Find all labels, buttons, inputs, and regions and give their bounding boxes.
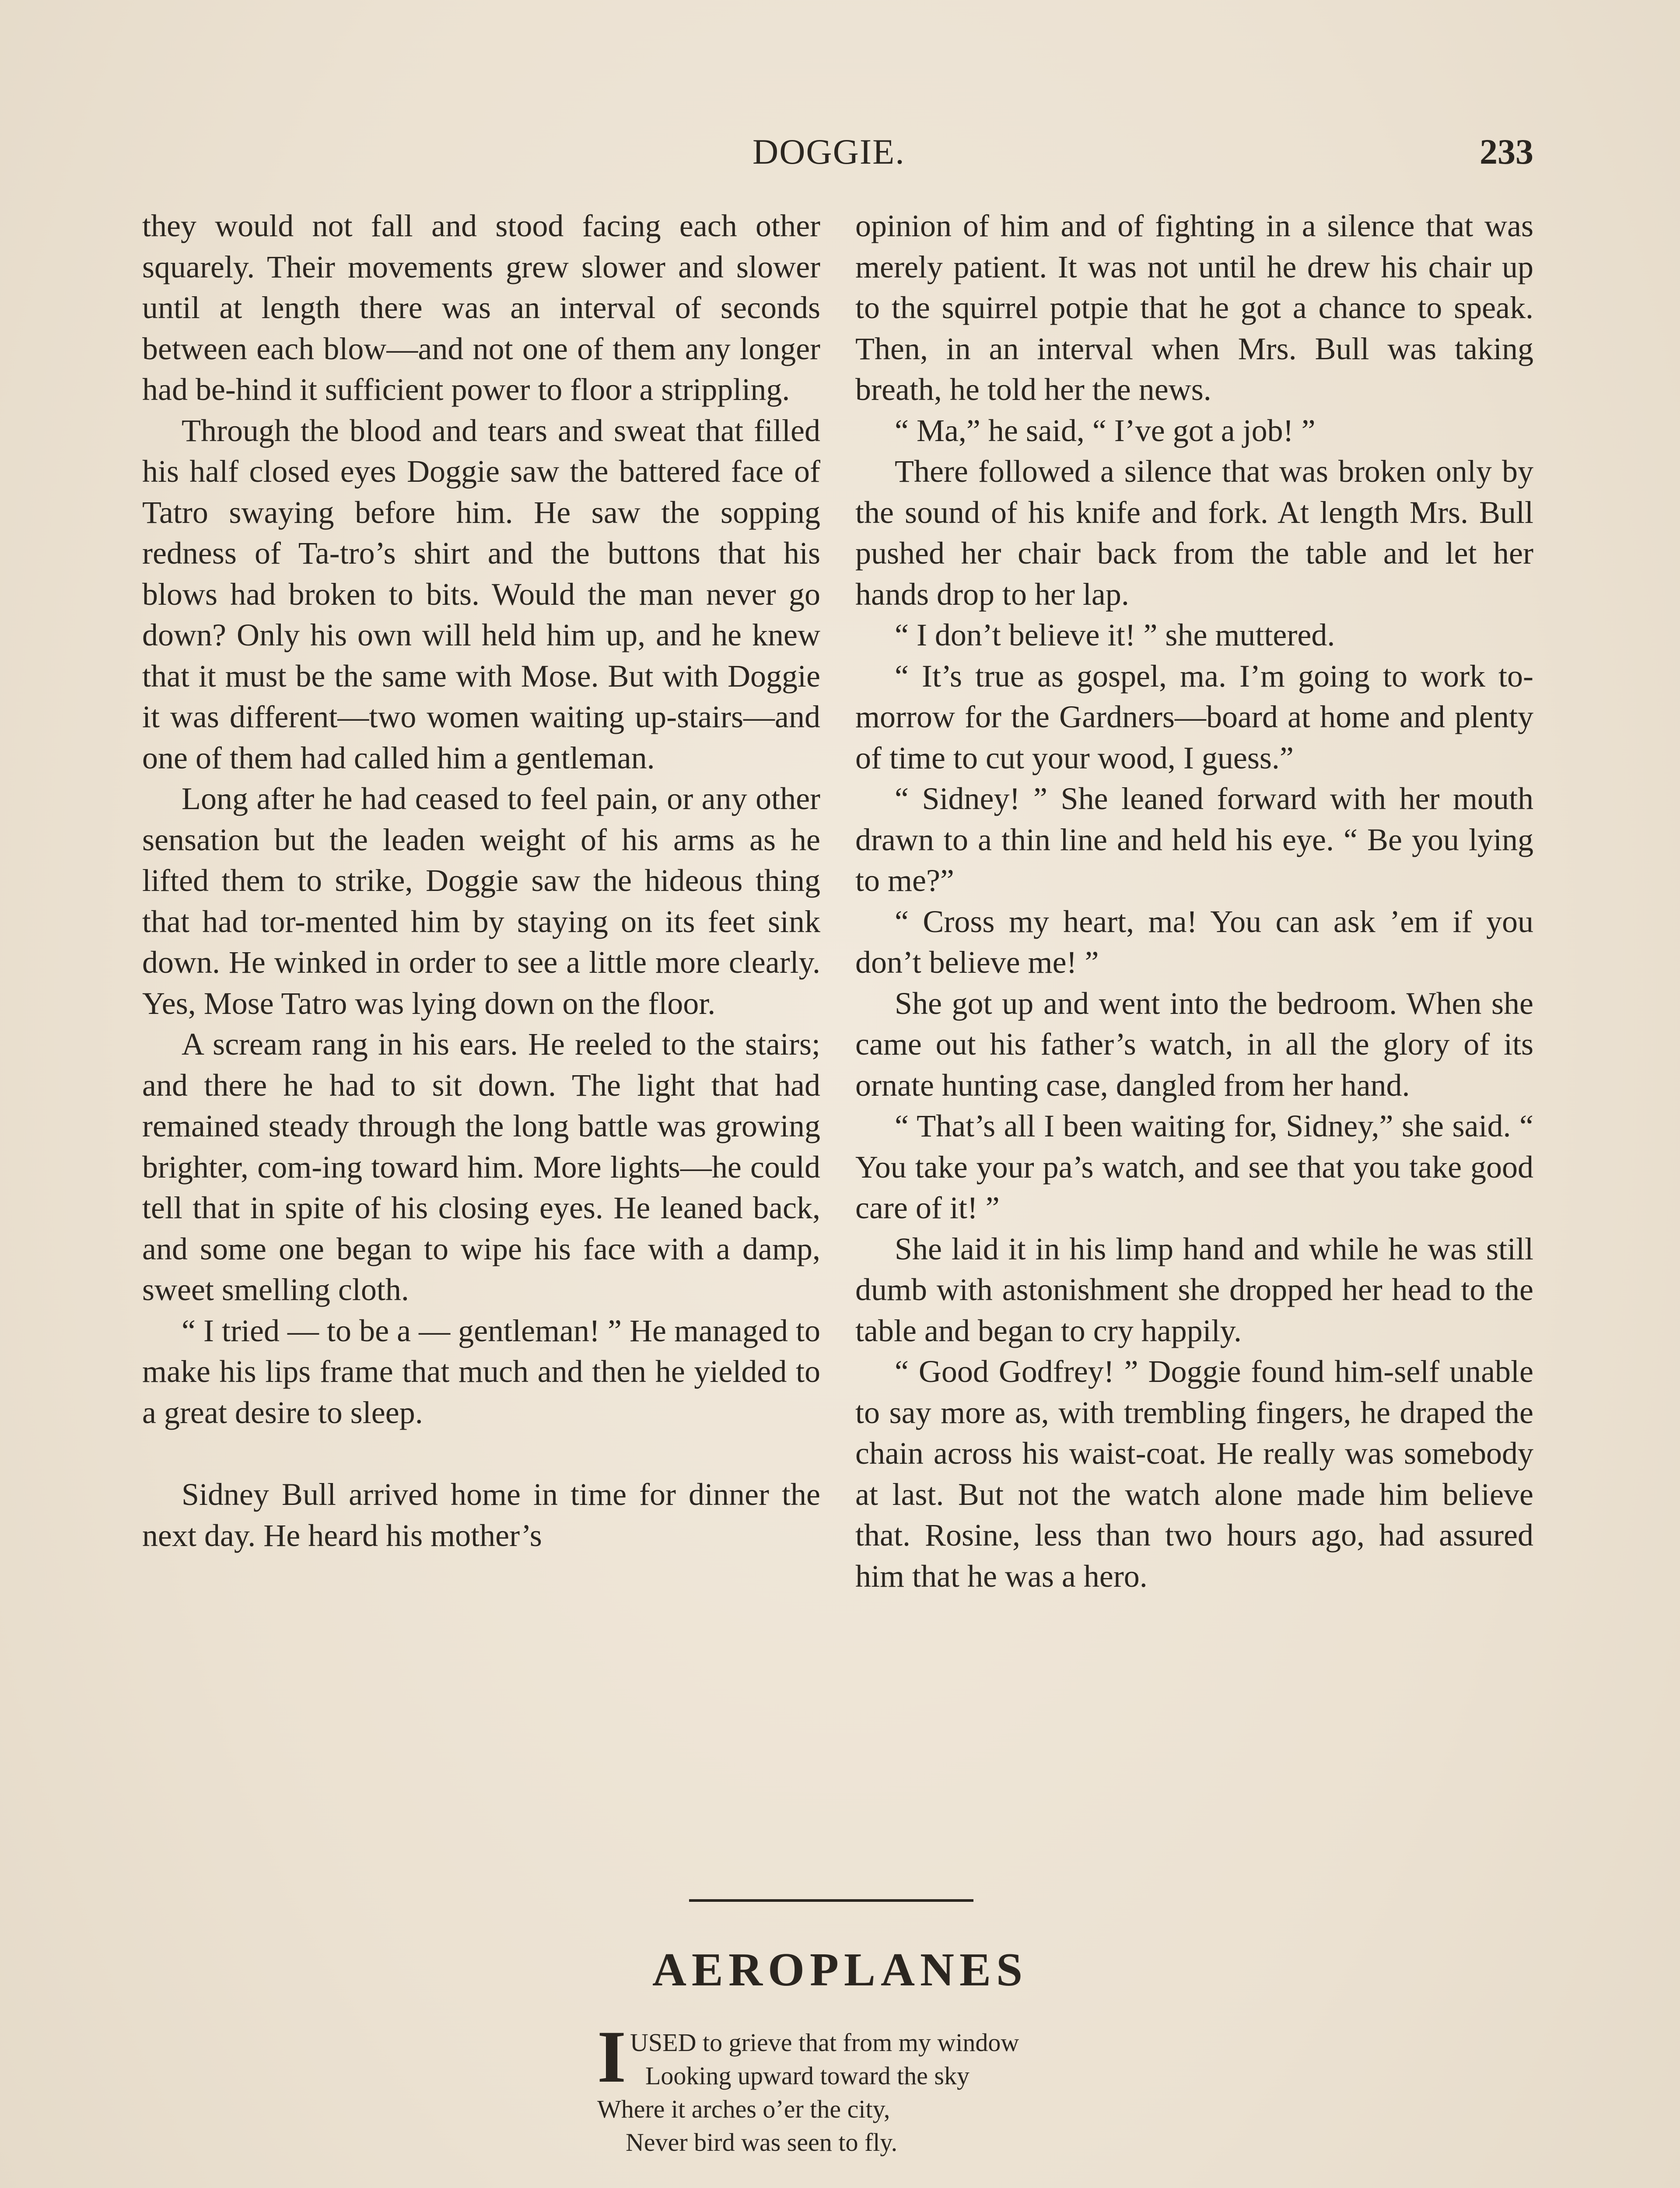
- paragraph: “ Sidney! ” She leaned forward with her mouth drawn to a thin line and held his eye. “ Be you lying to me?”: [855, 781, 1533, 898]
- paragraph: “ I tried — to be a — gentleman! ” He managed to make his lips frame that much and then he yielded to a great desire to sleep.: [142, 1313, 820, 1430]
- paragraph: A scream rang in his ears. He reeled to the stairs; and there he had to sit down. The light that had remained steady through the long battle was growing brighter, com-ing toward him. More lights—he could tell that in spite of his closing eyes. He leaned back, and some one began to wipe his face with a damp, sweet smelling cloth.: [142, 1027, 820, 1307]
- poem: [597, 2016, 1253, 2188]
- paragraph: “ I don’t believe it! ” she muttered.: [895, 617, 1335, 652]
- right-column: [855, 206, 1533, 1597]
- paragraph: “ That’s all I been waiting for, Sidney,” she said. “ You take your pa’s watch, and see that you take good care of it! ”: [855, 1108, 1533, 1225]
- stanza-break: [597, 2159, 1253, 2188]
- paragraph: opinion of him and of fighting in a silence that was merely patient. It was not until he drew his chair up to the squirrel potpie that he got a chance to speak. Then, in an interval when Mrs. Bull was taking breath, he told her the news.: [855, 208, 1533, 407]
- running-head: [0, 131, 1680, 179]
- page-number: 233: [1480, 132, 1533, 172]
- poem-line: USED to grieve that from my window: [630, 2028, 1019, 2057]
- paragraph: Long after he had ceased to feel pain, or any other sensation but the leaden weight of his arms as he lifted them to strike, Doggie saw the hideous thing that had tor-mented him by staying on its feet sink down. He winked in order to see a little more clearly. Yes, Mose Tatro was lying down on the floor.: [142, 781, 820, 1021]
- paragraph: She laid it in his limp hand and while he was still dumb with astonishment she dropped her head to the table and began to cry happily.: [855, 1231, 1533, 1348]
- section-divider: [689, 1899, 973, 1902]
- paragraph: “ It’s true as gospel, ma. I’m going to work to-morrow for the Gardners—board at home and plenty of time to cut your wood, I guess.”: [855, 658, 1533, 775]
- paragraph: Sidney Bull arrived home in time for dinner the next day. He heard his mother’s: [142, 1477, 820, 1553]
- left-column: [142, 206, 820, 1556]
- paragraph: they would not fall and stood facing each other squarely. Their movements grew slower and slower until at length there was an interval of seconds between each blow—and not one of them any longer had be-hind it sufficient power to floor a strippling.: [142, 208, 820, 407]
- paragraph: “ Good Godfrey! ” Doggie found him-self unable to say more as, with trembling fingers, he draped the chain across his waist-coat. He really was somebody at last. But not the watch alone made him believe that. Rosine, less than two hours ago, had assured him that he was a hero.: [855, 1354, 1533, 1594]
- paragraph: She got up and went into the bedroom. When she came out his father’s watch, in all the glory of its ornate hunting case, dangled from her hand.: [855, 985, 1533, 1103]
- running-title: DOGGIE.: [752, 132, 905, 172]
- paragraph: “ Cross my heart, ma! You can ask ’em if you don’t believe me! ”: [855, 904, 1533, 980]
- paragraph: There followed a silence that was broken only by the sound of his knife and fork. At length Mrs. Bull pushed her chair back from the table and let her hands drop to her lap.: [855, 454, 1533, 612]
- poem-line: Looking upward toward the sky: [645, 2062, 970, 2090]
- drop-cap: I: [597, 2016, 626, 2098]
- poem-title: AEROPLANES: [652, 1944, 1028, 1996]
- poem-line: Never bird was seen to fly.: [626, 2128, 898, 2156]
- poem-line: Where it arches o’er the city,: [597, 2095, 890, 2123]
- paragraph: “ Ma,” he said, “ I’ve got a job! ”: [895, 413, 1316, 448]
- paragraph: Through the blood and tears and sweat that filled his half closed eyes Doggie saw the battered face of Tatro swaying before him. He saw the sopping redness of Ta-tro’s shirt and the buttons that his blows had broken to bits. Would the man never go down? Only his own will held him up, and he knew that it must be the same with Mose. But with Doggie it was different—two women waiting up-stairs—and one of them had called him a gentleman.: [142, 413, 820, 775]
